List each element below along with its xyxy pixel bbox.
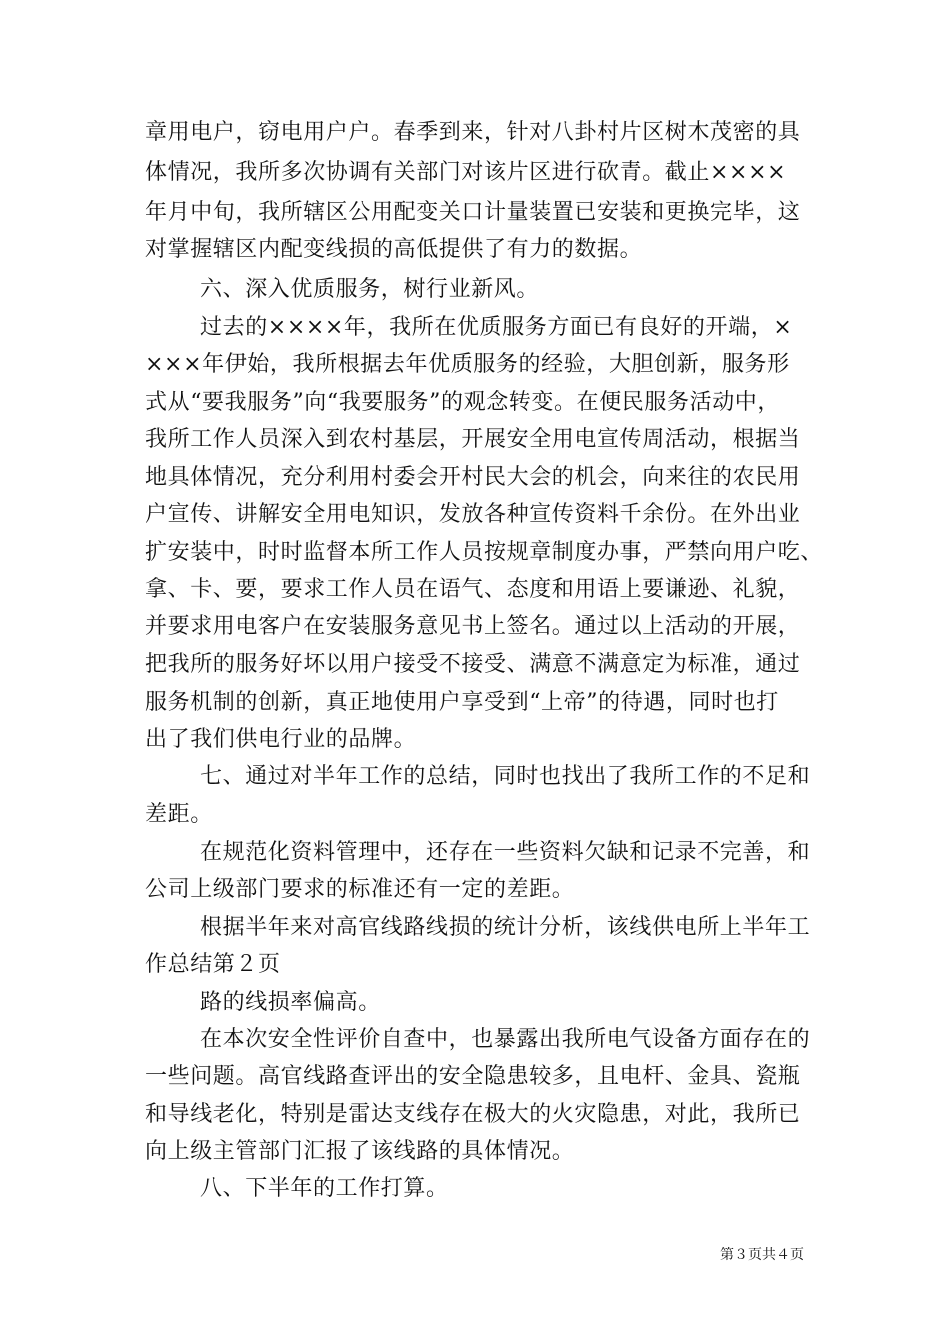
paragraph-line: 作总结第２页 xyxy=(145,952,281,977)
paragraph-line: 并要求用电客户在安装服务意见书上签名。通过以上活动的开展， xyxy=(145,614,801,639)
section-heading: 六、深入优质服务，树行业新风。 xyxy=(200,277,540,302)
paragraph-line: 户宣传、讲解安全用电知识，发放各种宣传资料千余份。在外出业 xyxy=(145,502,801,527)
paragraph-line: 在规范化资料管理中，还存在一些资料欠缺和记录不完善，和 xyxy=(200,840,811,865)
paragraph-line: 过去的××××年，我所在优质服务方面已有良好的开端，× xyxy=(200,315,793,340)
paragraph-line: 路的线损率偏高。 xyxy=(200,990,381,1015)
paragraph-line: 扩安装中，时时监督本所工作人员按规章制度办事，严禁向用户吃、 xyxy=(145,540,824,565)
paragraph-line: 对掌握辖区内配变线损的高低提供了有力的数据。 xyxy=(145,237,643,262)
paragraph-line: 和导线老化，特别是雷达支线存在极大的火灾隐患，对此，我所已 xyxy=(145,1102,801,1127)
paragraph-line: 向上级主管部门汇报了该线路的具体情况。 xyxy=(145,1139,575,1164)
page-indicator: 第３页共４页 xyxy=(720,1247,804,1263)
paragraph-line: 在本次安全性评价自查中，也暴露出我所电气设备方面存在的 xyxy=(200,1027,811,1052)
paragraph-line: 服务机制的创新，真正地使用户享受到“上帝”的待遇，同时也打 xyxy=(145,690,779,715)
paragraph-line: 我所工作人员深入到农村基层，开展安全用电宣传周活动，根据当 xyxy=(145,427,801,452)
paragraph-line: 式从“要我服务”向“我要服务”的观念转变。在便民服务活动中， xyxy=(145,390,780,415)
paragraph-line: 把我所的服务好坏以用户接受不接受、满意不满意定为标准，通过 xyxy=(145,652,801,677)
section-heading: 七、通过对半年工作的总结，同时也找出了我所工作的不足和 xyxy=(200,764,811,789)
paragraph-line: 年月中旬，我所辖区公用配变关口计量装置已安装和更换完毕，这 xyxy=(145,200,801,225)
paragraph-line: ×××年伊始，我所根据去年优质服务的经验，大胆创新，服务形 xyxy=(145,352,790,377)
paragraph-line: 拿、卡、要，要求工作人员在语气、态度和用语上要谦逊、礼貌， xyxy=(145,577,801,602)
paragraph-line: 体情况，我所多次协调有关部门对该片区进行砍青。截止×××× xyxy=(145,160,787,185)
paragraph-line: 出了我们供电行业的品牌。 xyxy=(145,727,417,752)
paragraph-line: 根据半年来对高官线路线损的统计分析，该线供电所上半年工 xyxy=(200,915,811,940)
paragraph-line: 公司上级部门要求的标准还有一定的差距。 xyxy=(145,877,575,902)
paragraph-line: 地具体情况，充分利用村委会开村民大会的机会，向来往的农民用 xyxy=(145,465,801,490)
paragraph-line: 差距。 xyxy=(145,802,213,827)
paragraph-line: 一些问题。高官线路查评出的安全隐患较多，且电杆、金具、瓷瓶 xyxy=(145,1064,801,1089)
section-heading: 八、下半年的工作打算。 xyxy=(200,1176,449,1201)
paragraph-line: 章用电户，窃电用户户。春季到来，针对八卦村片区树木茂密的具 xyxy=(145,120,801,145)
